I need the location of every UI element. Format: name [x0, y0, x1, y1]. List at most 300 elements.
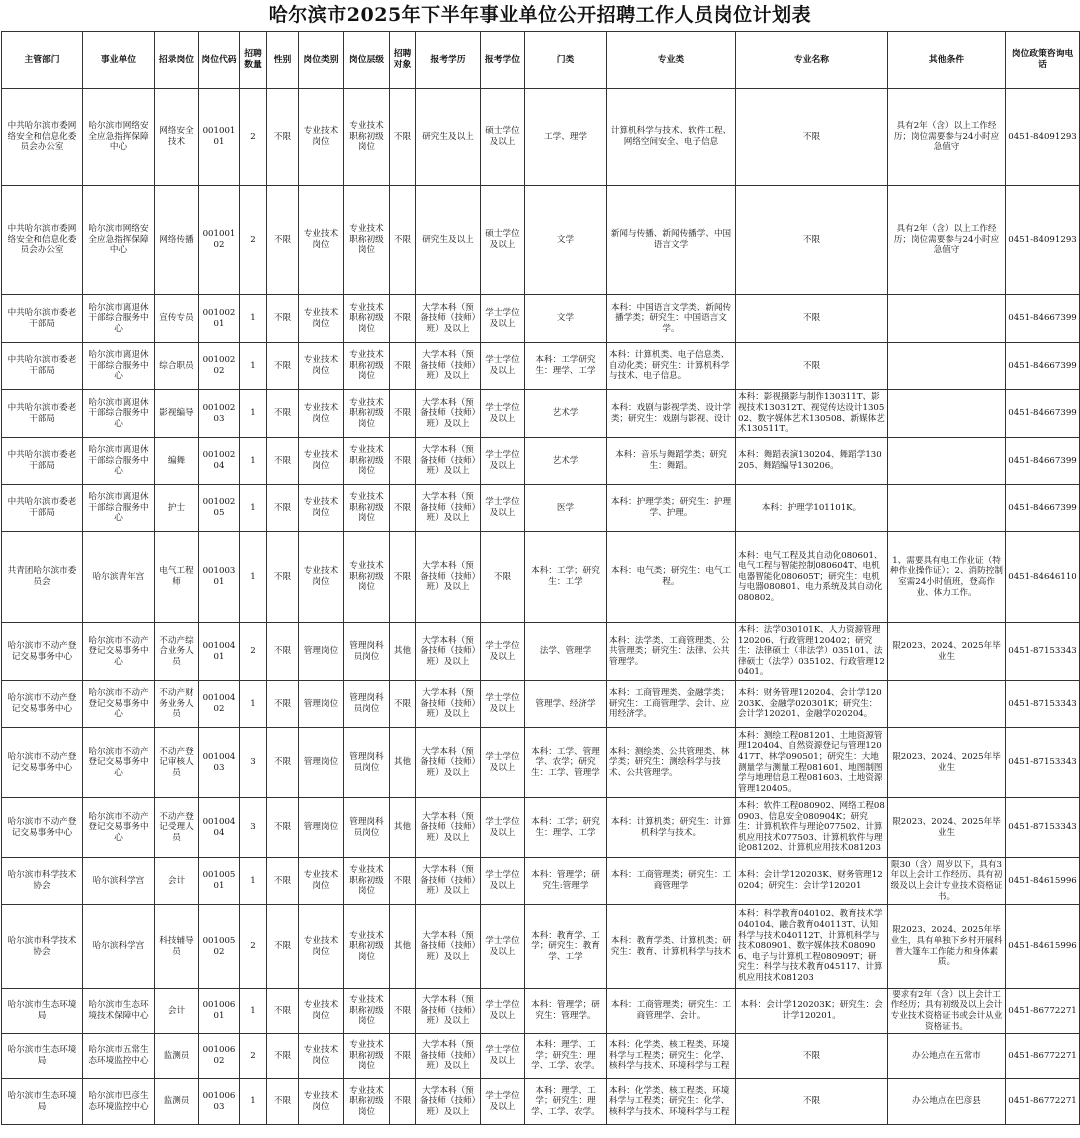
- table-cell: 共青团哈尔滨市委员会: [2, 532, 83, 623]
- table-cell: 学士学位及以上: [481, 1079, 525, 1125]
- table-cell: 1: [240, 295, 267, 343]
- table-cell: 0451-86772271: [1006, 989, 1080, 1034]
- table-cell: 00100602: [199, 1034, 240, 1079]
- table-cell: 不动产综合业务人员: [155, 623, 199, 681]
- column-header: 报考学历: [416, 32, 481, 89]
- table-cell: 哈尔滨市离退休干部综合服务中心: [83, 295, 155, 343]
- table-cell: 不限: [736, 1034, 888, 1079]
- table-cell: 硕士学位及以上: [481, 89, 525, 186]
- table-cell: 哈尔滨市不动产登记交易事务中心: [83, 623, 155, 681]
- column-header: 专业类: [607, 32, 736, 89]
- table-cell: 学士学位及以上: [481, 858, 525, 905]
- table-cell: 不限: [267, 532, 299, 623]
- table-cell: 本科：电气工程及其自动化080601、电气工程与智能控制080604T、电机电器智能化080605T；研究生：电机与电器080801、电力系统及其自动化080802。: [736, 532, 888, 623]
- table-cell: 本科：工学；研究生：理学、工学: [525, 798, 607, 858]
- table-cell: 不限: [267, 295, 299, 343]
- table-cell: 管理岗位: [299, 728, 344, 798]
- table-cell: 不限: [267, 989, 299, 1034]
- table-cell: 硕士学位及以上: [481, 186, 525, 295]
- table-cell: [888, 343, 1006, 390]
- table-cell: 本科：财务管理120204、会计学120203K、金融学020301K；研究生：会计学120201、金融学020204。: [736, 681, 888, 728]
- table-cell: 专业技术职称初级岗位: [344, 438, 390, 485]
- table-cell: 不动产登记审核人员: [155, 728, 199, 798]
- table-cell: 法学、管理学: [525, 623, 607, 681]
- column-header: 事业单位: [83, 32, 155, 89]
- table-cell: 具有2年（含）以上工作经历；岗位需要参与24小时应急值守: [888, 89, 1006, 186]
- table-row: [2, 858, 1080, 905]
- table-cell: 哈尔滨市不动产登记交易事务中心: [2, 623, 83, 681]
- table-cell: 网络传播: [155, 186, 199, 295]
- table-cell: 2: [240, 89, 267, 186]
- table-cell: 大学本科（预备技师（技师）班）及以上: [416, 681, 481, 728]
- table-cell: 专业技术岗位: [299, 905, 344, 989]
- table-cell: 专业技术职称初级岗位: [344, 1034, 390, 1079]
- table-cell: 不动产登记受理人员: [155, 798, 199, 858]
- table-cell: 大学本科（预备技师（技师）班）及以上: [416, 1034, 481, 1079]
- table-cell: 不限: [267, 343, 299, 390]
- table-cell: 管理岗位: [299, 798, 344, 858]
- table-cell: 本科：管理学；研究生:管理学: [525, 858, 607, 905]
- table-cell: 本科：化学类、核工程类、环境科学与工程类；研究生：化学、核科学与技术、环境科学与工程: [607, 1034, 736, 1079]
- table-cell: 00100301: [199, 532, 240, 623]
- table-cell: 学士学位及以上: [481, 989, 525, 1034]
- table-cell: [888, 681, 1006, 728]
- table-cell: 0451-84667399: [1006, 343, 1080, 390]
- table-cell: 本科：护理学101101K。: [736, 485, 888, 532]
- table-cell: 学士学位及以上: [481, 681, 525, 728]
- table-cell: 0451-84667399: [1006, 390, 1080, 438]
- table-cell: 不限: [267, 858, 299, 905]
- table-cell: 0451-84667399: [1006, 438, 1080, 485]
- table-cell: 限2023、2024、2025年毕业生: [888, 728, 1006, 798]
- table-cell: 哈尔滨市网络安全应急指挥保障中心: [83, 89, 155, 186]
- column-header: 招聘数量: [240, 32, 267, 89]
- table-cell: 中共哈尔滨市委老干部局: [2, 390, 83, 438]
- table-cell: 本科：测绘工程081201、土地资源管理120404、自然资源登记与管理120417T、林学090501；研究生：大地测量学与测量工程081601、地图制图学与地理信息工程081603、土地资源管理120405。: [736, 728, 888, 798]
- table-cell: 0451-84091293: [1006, 186, 1080, 295]
- table-cell: 本科：管理学；研究生：管理学。: [525, 989, 607, 1034]
- table-row: [2, 1034, 1080, 1079]
- table-cell: 护士: [155, 485, 199, 532]
- table-cell: 学士学位及以上: [481, 295, 525, 343]
- table-cell: 专业技术岗位: [299, 295, 344, 343]
- table-cell: 2: [240, 623, 267, 681]
- table-cell: 专业技术职称初级岗位: [344, 905, 390, 989]
- table-cell: 专业技术岗位: [299, 343, 344, 390]
- table-cell: 监测员: [155, 1034, 199, 1079]
- table-cell: 不限: [267, 89, 299, 186]
- table-cell: 哈尔滨市网络安全应急指挥保障中心: [83, 186, 155, 295]
- table-cell: 影视编导: [155, 390, 199, 438]
- column-header: 招聘对象: [390, 32, 416, 89]
- table-cell: 不限: [390, 485, 416, 532]
- table-cell: 大学本科（预备技师（技师）班）及以上: [416, 390, 481, 438]
- table-cell: 本科：中国语言文学类、新闻传播学类；研究生：中国语言文学。: [607, 295, 736, 343]
- table-cell: 00100502: [199, 905, 240, 989]
- table-cell: 专业技术岗位: [299, 858, 344, 905]
- table-cell: 不限: [267, 1079, 299, 1125]
- table-title: 哈尔滨市2025年下半年事业单位公开招聘工作人员岗位计划表: [268, 4, 812, 26]
- table-cell: 专业技术职称初级岗位: [344, 1079, 390, 1125]
- table-cell: 00100201: [199, 295, 240, 343]
- table-cell: 1: [240, 485, 267, 532]
- table-cell: 不限: [267, 485, 299, 532]
- table-row: [2, 681, 1080, 728]
- table-cell: 专业技术职称初级岗位: [344, 89, 390, 186]
- table-cell: 1: [240, 343, 267, 390]
- table-cell: 3: [240, 798, 267, 858]
- table-cell: 不限: [390, 186, 416, 295]
- table-cell: 专业技术岗位: [299, 186, 344, 295]
- table-cell: 0451-84615996: [1006, 905, 1080, 989]
- table-cell: 本科：工商管理类；研究生：工商管理学: [607, 858, 736, 905]
- table-cell: 本科：工学研究生：理学、工学: [525, 343, 607, 390]
- table-cell: 大学本科（预备技师（技师）班）及以上: [416, 858, 481, 905]
- table-cell: 大学本科（预备技师（技师）班）及以上: [416, 343, 481, 390]
- table-cell: 专业技术职称初级岗位: [344, 989, 390, 1034]
- table-cell: 艺术学: [525, 438, 607, 485]
- table-cell: 具有2年（含）以上工作经历；岗位需要参与24小时应急值守: [888, 186, 1006, 295]
- table-cell: 不动产财务业务人员: [155, 681, 199, 728]
- table-cell: 限2023、2024、2025年毕业生，具有单独下乡村开展科普大篷车工作能力和身体素质。: [888, 905, 1006, 989]
- table-cell: 其他: [390, 623, 416, 681]
- table-cell: 专业技术职称初级岗位: [344, 390, 390, 438]
- table-cell: 本科：教育学、工学；研究生：教育学、工学: [525, 905, 607, 989]
- table-cell: 新闻与传播、新闻传播学、中国语言文学: [607, 186, 736, 295]
- table-cell: 00100404: [199, 798, 240, 858]
- table-cell: 不限: [736, 186, 888, 295]
- table-row: [2, 485, 1080, 532]
- table-cell: 本科：教育学类、计算机类；研究生：教育、计算机科学与技术: [607, 905, 736, 989]
- table-cell: 大学本科（预备技师（技师）班）及以上: [416, 728, 481, 798]
- table-cell: 哈尔滨青年宫: [83, 532, 155, 623]
- table-cell: 大学本科（预备技师（技师）班）及以上: [416, 905, 481, 989]
- table-cell: 不限: [267, 438, 299, 485]
- table-row: [2, 343, 1080, 390]
- table-cell: 不限: [390, 89, 416, 186]
- table-row: [2, 623, 1080, 681]
- table-cell: 会计: [155, 858, 199, 905]
- table-cell: 学士学位及以上: [481, 905, 525, 989]
- table-cell: 专业技术岗位: [299, 532, 344, 623]
- table-cell: 不限: [390, 1079, 416, 1125]
- table-cell: 电气工程师: [155, 532, 199, 623]
- header-row: [2, 32, 1080, 89]
- table-cell: 学士学位及以上: [481, 728, 525, 798]
- table-cell: 00100603: [199, 1079, 240, 1125]
- table-cell: 学士学位及以上: [481, 343, 525, 390]
- table-cell: 办公地点在巴彦县: [888, 1079, 1006, 1125]
- table-cell: 本科：工学、管理学、农学；研究生：工学、管理学: [525, 728, 607, 798]
- table-cell: 哈尔滨市不动产登记交易事务中心: [83, 798, 155, 858]
- table-cell: 不限: [390, 989, 416, 1034]
- table-cell: 不限: [390, 858, 416, 905]
- table-cell: 大学本科（预备技师（技师）班）及以上: [416, 438, 481, 485]
- table-row: [2, 798, 1080, 858]
- table-cell: 医学: [525, 485, 607, 532]
- table-cell: 不限: [267, 623, 299, 681]
- table-cell: 不限: [390, 295, 416, 343]
- table-cell: 不限: [267, 1034, 299, 1079]
- table-cell: 办公地点在五常市: [888, 1034, 1006, 1079]
- table-cell: 不限: [267, 681, 299, 728]
- table-cell: 计算机科学与技术、软件工程、网络空间安全、电子信息: [607, 89, 736, 186]
- table-cell: 学士学位及以上: [481, 623, 525, 681]
- table-cell: 本科：电气类；研究生：电气工程。: [607, 532, 736, 623]
- table-cell: 1: [240, 1079, 267, 1125]
- column-header: 岗位政策咨询电话: [1006, 32, 1080, 89]
- table-cell: 哈尔滨市不动产登记交易事务中心: [2, 681, 83, 728]
- table-cell: 专业技术职称初级岗位: [344, 485, 390, 532]
- table-cell: 大学本科（预备技师（技师）班）及以上: [416, 798, 481, 858]
- table-cell: 专业技术岗位: [299, 485, 344, 532]
- table-cell: 科技辅导员: [155, 905, 199, 989]
- table-cell: 不限: [390, 681, 416, 728]
- table-cell: 1: [240, 858, 267, 905]
- table-cell: 哈尔滨市五常生态环境监控中心: [83, 1034, 155, 1079]
- table-cell: 0451-84667399: [1006, 485, 1080, 532]
- table-cell: 0451-84646110: [1006, 532, 1080, 623]
- table-cell: 专业技术岗位: [299, 390, 344, 438]
- table-cell: 1: [240, 681, 267, 728]
- table-cell: 其他: [390, 798, 416, 858]
- table-cell: 中共哈尔滨市委老干部局: [2, 485, 83, 532]
- table-cell: 大学本科（预备技师（技师）班）及以上: [416, 1079, 481, 1125]
- table-cell: 限2023、2024、2025年毕业生: [888, 623, 1006, 681]
- table-cell: 0451-86772271: [1006, 1079, 1080, 1125]
- table-cell: 本科：化学类、核工程类、环境科学与工程类；研究生：化学、核科学与技术、环境科学与工程: [607, 1079, 736, 1125]
- table-cell: 其他: [390, 905, 416, 989]
- table-cell: 不限: [736, 1079, 888, 1125]
- table-cell: 不限: [736, 343, 888, 390]
- table-cell: 00100205: [199, 485, 240, 532]
- table-row: [2, 89, 1080, 186]
- table-cell: 大学本科（预备技师（技师）班）及以上: [416, 989, 481, 1034]
- table-cell: 本科：理学、工学；研究生：理学、工学、农学。: [525, 1079, 607, 1125]
- table-cell: 不限: [267, 728, 299, 798]
- table-cell: 学士学位及以上: [481, 438, 525, 485]
- table-cell: 哈尔滨市不动产登记交易事务中心: [83, 728, 155, 798]
- table-cell: 哈尔滨市离退休干部综合服务中心: [83, 485, 155, 532]
- column-header: 岗位代码: [199, 32, 240, 89]
- table-cell: 不限: [267, 798, 299, 858]
- table-cell: 专业技术岗位: [299, 438, 344, 485]
- table-body: [2, 89, 1080, 1125]
- table-cell: 本科：法学030101K、人力资源管理120206、行政管理120402；研究生：法律硕士（非法学）035101、法律硕士（法学）035102、行政管理120401。: [736, 623, 888, 681]
- table-cell: 00100102: [199, 186, 240, 295]
- table-cell: 本科：音乐与舞蹈学类；研究生：舞蹈。: [607, 438, 736, 485]
- table-cell: 专业技术岗位: [299, 1034, 344, 1079]
- column-header: 主管部门: [2, 32, 83, 89]
- table-cell: 00100202: [199, 343, 240, 390]
- table-cell: 中共哈尔滨市委网络安全和信息化委员会办公室: [2, 89, 83, 186]
- table-cell: 0451-87153343: [1006, 728, 1080, 798]
- table-row: [2, 1079, 1080, 1125]
- table-cell: 00100403: [199, 728, 240, 798]
- table-cell: 监测员: [155, 1079, 199, 1125]
- table-cell: 本科：科学教育040102、教育技术学040104、融合教育040113T、认知科学与技术040112T、计算机科学与技术080901、数字媒体技术080906、电子与计算机工程080909T；研究生：科学与技术教育045117、计算机应用技术081203: [736, 905, 888, 989]
- table-cell: 大学本科（预备技师（技师）班）及以上: [416, 532, 481, 623]
- table-cell: 管理岗科员岗位: [344, 681, 390, 728]
- table-cell: 1: [240, 989, 267, 1034]
- table-cell: 1: [240, 438, 267, 485]
- table-cell: 本科：护理学类；研究生：护理学、护理。: [607, 485, 736, 532]
- column-header: 专业名称: [736, 32, 888, 89]
- table-cell: 00100601: [199, 989, 240, 1034]
- table-cell: 专业技术职称初级岗位: [344, 532, 390, 623]
- table-cell: 哈尔滨市科学技术协会: [2, 905, 83, 989]
- table-cell: [888, 295, 1006, 343]
- column-header: 岗位层级: [344, 32, 390, 89]
- table-cell: 哈尔滨市生态环境局: [2, 989, 83, 1034]
- position-plan-table: [1, 31, 1080, 1125]
- table-cell: 学士学位及以上: [481, 485, 525, 532]
- table-cell: 管理岗科员岗位: [344, 728, 390, 798]
- table-cell: 本科：工学；研究生：工学: [525, 532, 607, 623]
- table-cell: 2: [240, 1034, 267, 1079]
- table-cell: 本科：会计学120203K；研究生：会计学120201。: [736, 989, 888, 1034]
- table-cell: 0451-86772271: [1006, 1034, 1080, 1079]
- table-cell: 哈尔滨市离退休干部综合服务中心: [83, 438, 155, 485]
- table-cell: 管理岗位: [299, 623, 344, 681]
- table-cell: 00100401: [199, 623, 240, 681]
- table-cell: 专业技术职称初级岗位: [344, 858, 390, 905]
- table-cell: 哈尔滨市不动产登记交易事务中心: [2, 728, 83, 798]
- table-cell: 大学本科（预备技师（技师）班）及以上: [416, 295, 481, 343]
- table-cell: 本科：工商管理类；研究生：工商管理学、会计。: [607, 989, 736, 1034]
- table-cell: 本科：测绘类、公共管理类、林学类；研究生：测绘科学与技术、公共管理学。: [607, 728, 736, 798]
- table-cell: 工学、理学: [525, 89, 607, 186]
- table-cell: 不限: [390, 1034, 416, 1079]
- table-cell: 中共哈尔滨市委老干部局: [2, 343, 83, 390]
- column-header: 报考学位: [481, 32, 525, 89]
- table-cell: 专业技术岗位: [299, 89, 344, 186]
- table-cell: 限30（含）周岁以下，具有3年以上会计工作经历、具有初级及以上会计专业技术资格证书。: [888, 858, 1006, 905]
- table-cell: 本科：计算机类、电子信息类、自动化类；研究生：计算机科学与技术、电子信息。: [607, 343, 736, 390]
- table-cell: 0451-87153343: [1006, 681, 1080, 728]
- table-cell: 研究生及以上: [416, 89, 481, 186]
- table-cell: 专业技术职称初级岗位: [344, 343, 390, 390]
- table-row: [2, 438, 1080, 485]
- table-cell: 专业技术岗位: [299, 989, 344, 1034]
- table-cell: 00100402: [199, 681, 240, 728]
- table-cell: 不限: [736, 89, 888, 186]
- table-cell: 会计: [155, 989, 199, 1034]
- table-cell: 0451-87153343: [1006, 798, 1080, 858]
- table-cell: 不限: [390, 438, 416, 485]
- table-cell: 学士学位及以上: [481, 390, 525, 438]
- table-cell: 哈尔滨市离退休干部综合服务中心: [83, 343, 155, 390]
- table-cell: 0451-87153343: [1006, 623, 1080, 681]
- table-cell: 不限: [267, 186, 299, 295]
- table-cell: 哈尔滨市生态环境局: [2, 1034, 83, 1079]
- table-cell: 管理岗科员岗位: [344, 623, 390, 681]
- table-row: [2, 390, 1080, 438]
- table-cell: 本科：软件工程080902、网络工程080903、信息安全080904K；研究生：计算机软件与理论077502、计算机应用技术077503、计算机软件与理论081202、计算机应用技术081203: [736, 798, 888, 858]
- table-row: [2, 905, 1080, 989]
- column-header: 岗位类别: [299, 32, 344, 89]
- table-cell: 本科：工商管理类、金融学类；研究生：工商管理学、会计、应用经济学。: [607, 681, 736, 728]
- column-header: 性别: [267, 32, 299, 89]
- table-cell: 管理学、经济学: [525, 681, 607, 728]
- table-cell: 专业技术职称初级岗位: [344, 295, 390, 343]
- table-cell: 宣传专员: [155, 295, 199, 343]
- table-cell: 00100501: [199, 858, 240, 905]
- table-cell: 哈尔滨市生态环境局: [2, 1079, 83, 1125]
- table-cell: 哈尔滨科学宫: [83, 905, 155, 989]
- table-cell: 不限: [481, 532, 525, 623]
- table-cell: 哈尔滨市生态环境技术保障中心: [83, 989, 155, 1034]
- table-cell: 00100203: [199, 390, 240, 438]
- table-cell: 本科：法学类、工商管理类、公共管理类；研究生：法律、公共管理学。: [607, 623, 736, 681]
- table-cell: 其他: [390, 728, 416, 798]
- table-cell: 00100204: [199, 438, 240, 485]
- table-cell: 00100101: [199, 89, 240, 186]
- table-cell: 哈尔滨市不动产登记交易事务中心: [83, 681, 155, 728]
- column-header: 其他条件: [888, 32, 1006, 89]
- column-header: 门类: [525, 32, 607, 89]
- table-cell: 编舞: [155, 438, 199, 485]
- table-row: [2, 989, 1080, 1034]
- table-cell: 不限: [736, 295, 888, 343]
- table-cell: [888, 390, 1006, 438]
- table-cell: 不限: [390, 343, 416, 390]
- table-cell: 3: [240, 728, 267, 798]
- table-cell: 1: [240, 532, 267, 623]
- table-cell: 0451-84091293: [1006, 89, 1080, 186]
- table-cell: 专业技术岗位: [299, 1079, 344, 1125]
- table-cell: 文学: [525, 295, 607, 343]
- table-cell: 中共哈尔滨市委老干部局: [2, 295, 83, 343]
- table-cell: 本科：戏剧与影视学类、设计学类；研究生：戏剧与影视、设计: [607, 390, 736, 438]
- table-cell: 哈尔滨市不动产登记交易事务中心: [2, 798, 83, 858]
- table-cell: 本科：影视摄影与制作130311T、影视技术130312T、视觉传达设计130502、数字媒体艺术130508、新媒体艺术130511T。: [736, 390, 888, 438]
- table-cell: 网络安全技术: [155, 89, 199, 186]
- table-cell: 专业技术职称初级岗位: [344, 186, 390, 295]
- table-cell: 1、需要具有电工作业证（特种作业操作证）；2、消防控制室需24小时值班，登高作业、体力工作。: [888, 532, 1006, 623]
- table-cell: 哈尔滨科学宫: [83, 858, 155, 905]
- table-cell: 学士学位及以上: [481, 1034, 525, 1079]
- table-cell: 不限: [267, 905, 299, 989]
- table-cell: 1: [240, 390, 267, 438]
- table-cell: 哈尔滨市科学技术协会: [2, 858, 83, 905]
- table-cell: 本科：会计学120203K、财务管理120204；研究生：会计学120201: [736, 858, 888, 905]
- table-cell: 本科：计算机类；研究生：计算机科学与技术。: [607, 798, 736, 858]
- table-cell: 管理岗位: [299, 681, 344, 728]
- table-cell: 本科：理学、工学；研究生：理学、工学、农学。: [525, 1034, 607, 1079]
- table-cell: 学士学位及以上: [481, 798, 525, 858]
- table-cell: 中共哈尔滨市委网络安全和信息化委员会办公室: [2, 186, 83, 295]
- table-cell: 限2023、2024、2025年毕业生: [888, 798, 1006, 858]
- table-row: [2, 295, 1080, 343]
- table-cell: 管理岗科员岗位: [344, 798, 390, 858]
- table-cell: 文学: [525, 186, 607, 295]
- column-header: 招录岗位: [155, 32, 199, 89]
- table-row: [2, 728, 1080, 798]
- table-cell: 要求有2年（含）以上会计工作经历；具有初级及以上会计专业技术资格证书或会计从业资格证书。: [888, 989, 1006, 1034]
- table-cell: 0451-84667399: [1006, 295, 1080, 343]
- table-cell: 0451-84615996: [1006, 858, 1080, 905]
- table-cell: [888, 485, 1006, 532]
- table-cell: 中共哈尔滨市委老干部局: [2, 438, 83, 485]
- table-cell: 大学本科（预备技师（技师）班）及以上: [416, 623, 481, 681]
- table-cell: 本科：舞蹈表演130204、舞蹈学130205、舞蹈编导130206。: [736, 438, 888, 485]
- table-cell: 综合职员: [155, 343, 199, 390]
- table-cell: 艺术学: [525, 390, 607, 438]
- table-cell: 哈尔滨市离退休干部综合服务中心: [83, 390, 155, 438]
- table-row: [2, 532, 1080, 623]
- table-cell: 哈尔滨市巴彦生态环境监控中心: [83, 1079, 155, 1125]
